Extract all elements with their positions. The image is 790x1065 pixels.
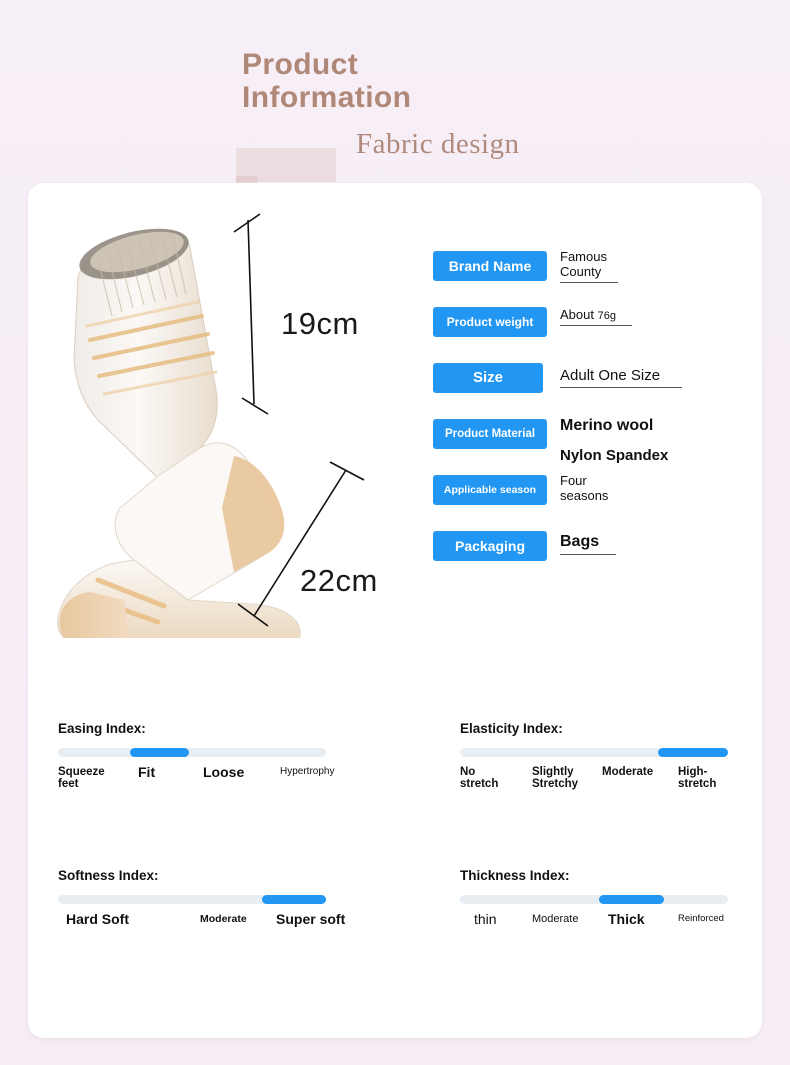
elasticity-index-title: Elasticity Index: bbox=[460, 721, 563, 736]
spec-value-packaging bbox=[560, 533, 616, 555]
spec-underline-size bbox=[560, 386, 682, 388]
thickness-label-0: thin bbox=[474, 911, 497, 927]
thickness-index-title: Thickness Index: bbox=[460, 868, 570, 883]
softness-index-title: Softness Index: bbox=[58, 868, 159, 883]
spec-value-weight-suffix: 76g bbox=[597, 310, 616, 322]
spec-value-season-text: Four seasons bbox=[560, 473, 609, 503]
sock-illustration bbox=[38, 208, 398, 638]
length-dimension-label: 22cm bbox=[300, 563, 378, 598]
spec-tag-size: Size bbox=[433, 363, 543, 393]
spec-underline-packaging bbox=[560, 553, 616, 555]
spec-value-material-primary: Merino wool bbox=[560, 417, 654, 434]
easing-label-1: Fit bbox=[138, 764, 156, 780]
softness-label-2: Super soft bbox=[276, 911, 346, 927]
page-header bbox=[0, 36, 790, 176]
easing-index-bar bbox=[58, 748, 326, 757]
softness-index-labels bbox=[58, 913, 358, 947]
easing-label-2: Loose bbox=[203, 764, 245, 780]
page-title-line2: Information bbox=[242, 81, 412, 114]
spec-tag-applicable-season: Applicable season bbox=[433, 475, 547, 505]
content-card bbox=[28, 183, 762, 1038]
softness-index-fill bbox=[262, 895, 326, 904]
easing-label-3: Hypertrophy bbox=[280, 766, 335, 777]
thickness-label-2: Thick bbox=[608, 911, 645, 927]
spec-tag-product-material: Product Material bbox=[433, 419, 547, 449]
easing-label-0: Squeeze feet bbox=[58, 766, 105, 790]
softness-index-bar bbox=[58, 895, 326, 904]
spec-tag-packaging: Packaging bbox=[433, 531, 547, 561]
spec-value-brand-name-text: Famous County bbox=[560, 249, 607, 279]
page-title-line1: Product bbox=[242, 48, 359, 81]
elasticity-label-0: No stretch bbox=[460, 766, 499, 790]
spec-value-product-weight bbox=[560, 307, 632, 326]
thickness-index-fill bbox=[599, 895, 663, 904]
spec-tag-product-weight: Product weight bbox=[433, 307, 547, 337]
height-dimension-label: 19cm bbox=[281, 306, 359, 341]
elasticity-index-block bbox=[460, 721, 760, 800]
page-title bbox=[242, 48, 572, 114]
elasticity-index-labels bbox=[460, 766, 760, 800]
thickness-index-block bbox=[460, 868, 760, 947]
elasticity-label-3: High-stretch bbox=[678, 766, 717, 790]
page-subtitle: Fabric design bbox=[356, 128, 520, 160]
elasticity-index-bar bbox=[460, 748, 728, 757]
spec-underline-brand bbox=[560, 281, 618, 283]
thickness-label-1: Moderate bbox=[532, 913, 579, 925]
spec-value-brand-name bbox=[560, 249, 618, 283]
easing-index-title: Easing Index: bbox=[58, 721, 146, 736]
spec-underline-weight bbox=[560, 324, 632, 326]
spec-value-size bbox=[560, 367, 682, 388]
thickness-index-labels bbox=[460, 913, 760, 947]
elasticity-label-2: Moderate bbox=[602, 766, 654, 778]
spec-value-weight-prefix: About bbox=[560, 307, 598, 322]
thickness-index-bar bbox=[460, 895, 728, 904]
easing-index-labels bbox=[58, 766, 358, 800]
softness-index-block bbox=[58, 868, 358, 947]
softness-label-1: Moderate bbox=[200, 913, 247, 925]
spec-value-material-secondary: Nylon Spandex bbox=[560, 447, 669, 464]
spec-value-packaging-text: Bags bbox=[560, 533, 600, 550]
spec-value-size-text: Adult One Size bbox=[560, 367, 661, 384]
spec-value-applicable-season bbox=[560, 473, 610, 503]
softness-label-0: Hard Soft bbox=[66, 911, 129, 927]
easing-index-fill bbox=[130, 748, 189, 757]
thickness-label-3: Reinforced bbox=[678, 913, 724, 924]
spec-tag-brand-name: Brand Name bbox=[433, 251, 547, 281]
elasticity-index-fill bbox=[658, 748, 728, 757]
easing-index-block bbox=[58, 721, 358, 800]
elasticity-label-1: Slightly Stretchy bbox=[532, 766, 579, 790]
